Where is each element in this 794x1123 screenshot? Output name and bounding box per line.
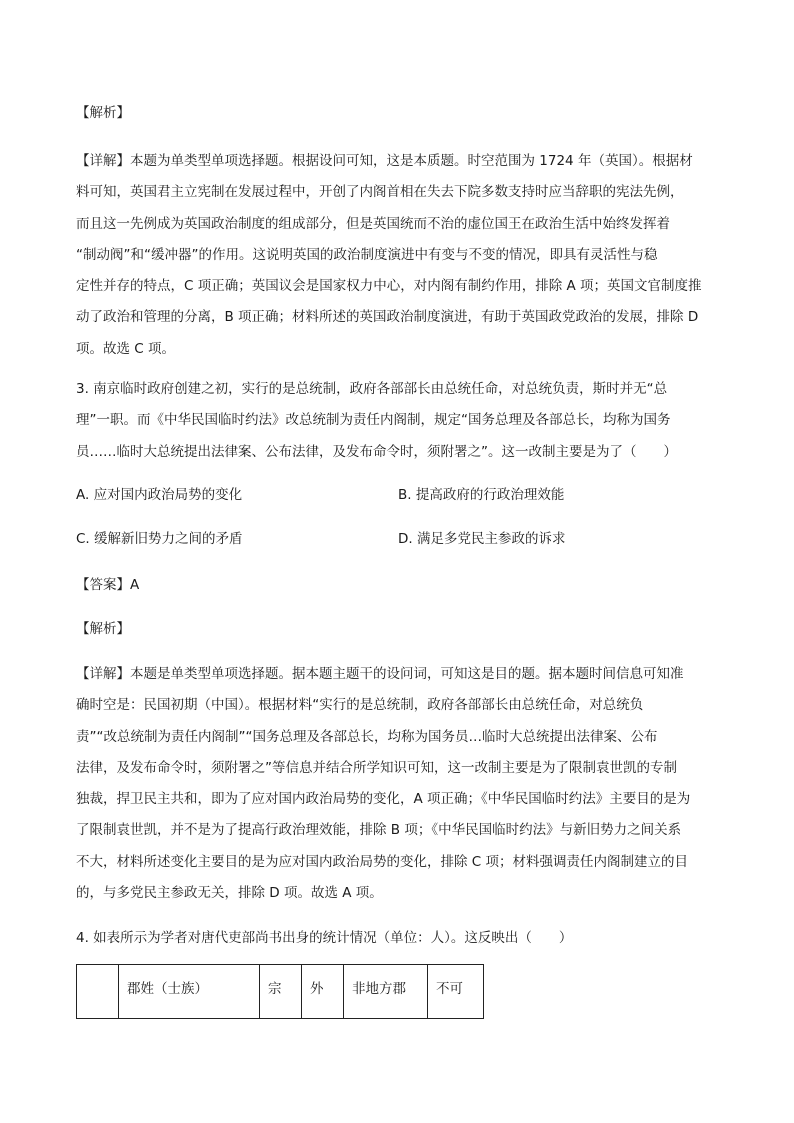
text-line: 【详解】本题是单类型单项选择题。据本题主题干的设问词，可知这是目的题。据本题时间信息可知准 <box>76 666 684 682</box>
table-cell: 非地方郡 <box>344 965 428 1019</box>
q3-analysis-label: 【解析】 <box>76 621 130 637</box>
text-line: “制动阀”和“缓冲器”的作用。这说明英国的政治制度演进中有变与不变的情况，即具有灵活性与稳 <box>76 246 658 263</box>
text-line: 动了政治和管理的分离，B 项正确；材料所述的英国政治制度演进，有助于英国政党政治的发展，排除 D <box>76 309 699 326</box>
table-row <box>77 965 484 1019</box>
q3-option-c: C. 缓解新旧势力之间的矛盾 <box>76 531 243 547</box>
text-line: 而且这一先例成为英国政治制度的组成部分，但是英国统而不治的虚位国王在政治生活中始终发挥着 <box>76 215 670 232</box>
table-cell: 郡姓（士族） <box>119 965 260 1019</box>
table-cell: 不可 <box>428 965 484 1019</box>
text-line: 独裁，捍卫民主共和，即为了应对国内政治局势的变化，A 项正确；《中华民国临时约法》主要目的是为 <box>76 791 691 808</box>
q3-option-d: D. 满足多党民主参政的诉求 <box>398 531 566 547</box>
q3-option-b: B. 提高政府的行政治理效能 <box>398 487 565 503</box>
table-cell: 宗 <box>260 965 302 1019</box>
text-line: 理”一职。而《中华民国临时约法》改总统制为责任内阁制，规定“国务总理及各部总长，均称为国务 <box>76 412 671 429</box>
q4-statistics-table <box>76 964 484 1019</box>
text-line: 不大，材料所述变化主要目的是为应对国内政治局势的变化，排除 C 项；材料强调责任内阁制建立的目 <box>76 853 689 870</box>
q3-option-a: A. 应对国内政治局势的变化 <box>76 487 243 503</box>
table-cell: 外 <box>302 965 344 1019</box>
text-line: 员……临时大总统提出法律案、公布法律，及发布命令时，须附署之”。这一改制主要是为了（ ） <box>76 443 677 460</box>
q3-answer-label: 【答案】A <box>76 577 140 593</box>
q2-analysis-label: 【解析】 <box>76 105 130 121</box>
q3-detail-paragraph <box>76 659 726 909</box>
text-line: 的，与多党民主参政无关，排除 D 项。故选 A 项。 <box>76 885 383 902</box>
text-line: 责”“改总统制为责任内阁制”“国务总理及各部总长，均称为国务员…临时大总统提出法律案、公布 <box>76 728 658 745</box>
text-line: 确时空是：民国初期（中国）。根据材料“实行的是总统制，政府各部部长由总统任命，对总统负 <box>76 697 644 714</box>
text-line: 了限制袁世凯，并不是为了提高行政治理效能，排除 B 项；《中华民国临时约法》与新旧势力之间关系 <box>76 822 682 839</box>
q3-question-stem <box>76 374 726 468</box>
text-line: 法律，及发布命令时，须附署之”等信息并结合所学知识可知，这一改制主要是为了限制袁世凯的专制 <box>76 759 677 776</box>
text-line: 【详解】本题为单类型单项选择题。根据设问可知，这是本质题。时空范围为 1724 年（英国）。根据材 <box>76 153 693 169</box>
q2-detail-paragraph <box>76 146 726 365</box>
q4-question-stem: 4. 如表所示为学者对唐代吏部尚书出身的统计情况（单位：人）。这反映出（ ） <box>76 930 573 946</box>
text-line: 料可知，英国君主立宪制在发展过程中，开创了内阁首相在失去下院多数支持时应当辞职的宪法先例， <box>76 184 684 201</box>
text-line: 3. 南京临时政府创建之初，实行的是总统制，政府各部部长由总统任命，对总统负责，斯时并无“总 <box>76 381 668 397</box>
text-line: 项。故选 C 项。 <box>76 340 176 357</box>
table-cell <box>77 965 119 1019</box>
text-line: 定性并存的特点，C 项正确；英国议会是国家权力中心，对内阁有制约作用，排除 A 项；英国文官制度推 <box>76 278 702 295</box>
